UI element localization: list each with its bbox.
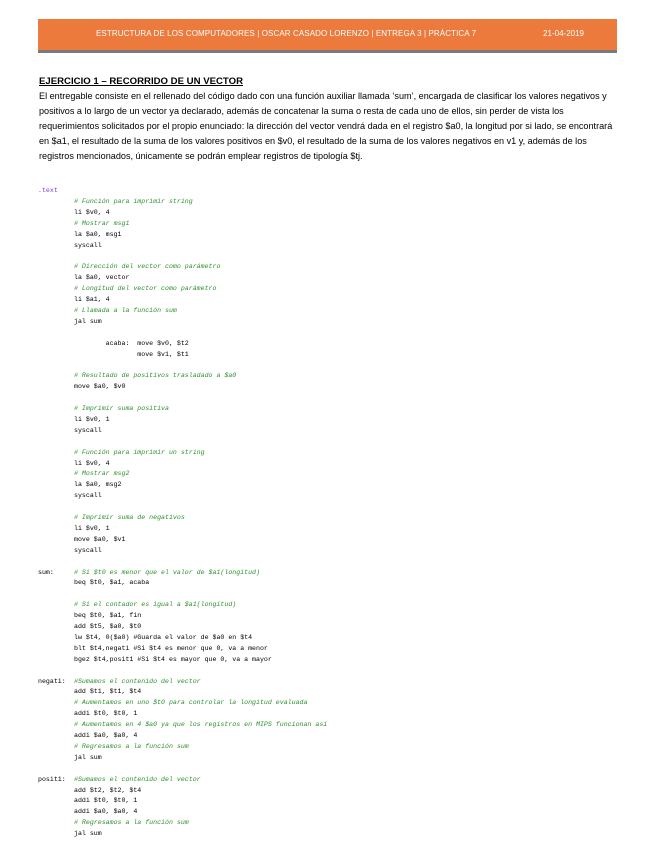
code-line bbox=[38, 818, 189, 827]
code-line bbox=[38, 829, 102, 838]
code-line bbox=[38, 382, 125, 391]
code-text: li $v0, 4 bbox=[74, 208, 110, 216]
code-line bbox=[38, 459, 110, 468]
code-text: #Sumamos el contenido del vector bbox=[74, 775, 201, 783]
code-line bbox=[38, 284, 216, 293]
code-text: syscall bbox=[74, 546, 102, 554]
code-line bbox=[38, 644, 268, 653]
code-label: .text bbox=[38, 187, 58, 194]
code-line bbox=[38, 742, 189, 751]
code-line bbox=[38, 666, 74, 675]
code-line bbox=[38, 524, 110, 533]
code-text: add $t5, $a0, $t0 bbox=[74, 623, 142, 630]
code-text: syscall bbox=[74, 426, 102, 434]
exercise-heading: EJERCICIO 1 – RECORRIDO DE UN VECTOR bbox=[39, 76, 243, 87]
code-label: negati: bbox=[38, 677, 66, 685]
code-line bbox=[38, 633, 252, 642]
code-text: la $a0, vector bbox=[74, 274, 130, 282]
code-line bbox=[38, 295, 110, 304]
code-line bbox=[38, 764, 74, 773]
code-line bbox=[38, 687, 141, 696]
code-text: blt $t4,negati #Si $t4 es menor que 0, va a menor bbox=[74, 644, 268, 652]
code-label: sum: bbox=[38, 568, 54, 576]
code-line bbox=[38, 306, 177, 315]
code-line bbox=[38, 186, 74, 195]
code-line bbox=[38, 753, 102, 762]
code-line bbox=[38, 371, 236, 380]
code-line bbox=[38, 197, 193, 206]
code-text: addi $t0, $t0, 1 bbox=[74, 797, 138, 805]
code-text: #Sumamos el contenido del vector bbox=[74, 677, 201, 685]
code-text: la $a0, msg2 bbox=[74, 481, 122, 489]
code-line bbox=[38, 622, 141, 631]
code-line bbox=[38, 502, 74, 511]
code-text: add $t2, $t2, $t4 bbox=[74, 786, 142, 794]
code-text: # Imprimir suma de negativos bbox=[74, 514, 185, 521]
code-line bbox=[38, 611, 141, 620]
code-text: syscall bbox=[74, 492, 102, 500]
code-text: acaba: move $v0, $t2 bbox=[74, 339, 189, 347]
code-line bbox=[38, 339, 189, 348]
code-line bbox=[38, 677, 201, 686]
page-header bbox=[38, 19, 617, 53]
code-text: addi $a0, $a0, 4 bbox=[74, 808, 138, 816]
code-text: lw $t4, 0($a0) #Guarda el valor de $a0 en $t4 bbox=[74, 633, 253, 641]
code-line bbox=[38, 513, 185, 522]
code-text: syscall bbox=[74, 241, 102, 249]
code-text: addi $a0, $a0, 4 bbox=[74, 732, 138, 739]
code-text: li $a1, 4 bbox=[74, 296, 110, 303]
code-line bbox=[38, 262, 220, 271]
code-text: li $v0, 1 bbox=[74, 524, 110, 532]
code-text: move $a0, $v1 bbox=[74, 535, 126, 543]
code-line bbox=[38, 535, 125, 544]
code-text: beq $t0, $a1, fin bbox=[74, 612, 142, 620]
code-text: # Imprimir suma positiva bbox=[74, 405, 169, 412]
code-line bbox=[38, 350, 189, 359]
code-text: jal sum bbox=[74, 830, 102, 838]
code-line bbox=[38, 568, 260, 577]
code-text: li $v0, 1 bbox=[74, 415, 110, 423]
code-line bbox=[38, 491, 102, 500]
code-line bbox=[38, 273, 129, 282]
code-line bbox=[38, 546, 102, 555]
code-line bbox=[38, 731, 137, 740]
code-line bbox=[38, 807, 137, 816]
code-line bbox=[38, 775, 201, 784]
code-label: posit1: bbox=[38, 775, 66, 783]
code-text: # Función para imprimir string bbox=[74, 197, 193, 205]
code-line bbox=[38, 360, 74, 369]
code-text: bgez $t4,posit1 #Si $t4 es mayor que 0, va a mayor bbox=[74, 655, 272, 663]
code-text: # Llamada a la función sum bbox=[74, 306, 177, 314]
code-text: # Regresamos a la función sum bbox=[74, 742, 189, 750]
header-date: 21-04-2019 bbox=[543, 29, 584, 38]
code-text: move $v1, $t1 bbox=[74, 350, 189, 358]
header-title: ESTRUCTURA DE LOS COMPUTADORES | OSCAR CASADO LORENZO | ENTREGA 3 | PRÁCTICA 7 bbox=[96, 29, 477, 38]
code-line bbox=[38, 557, 74, 566]
code-text: add $t1, $t1, $t4 bbox=[74, 688, 142, 696]
code-line bbox=[38, 241, 102, 250]
code-line bbox=[38, 786, 141, 795]
code-line bbox=[38, 589, 74, 598]
code-line bbox=[38, 415, 110, 424]
code-line bbox=[38, 317, 102, 326]
code-line bbox=[38, 600, 236, 609]
code-line bbox=[38, 720, 327, 729]
code-line bbox=[38, 208, 110, 217]
code-text: beq $t0, $a1, acaba bbox=[74, 579, 150, 587]
code-line bbox=[38, 426, 102, 435]
exercise-paragraph: El entregable consiste en el rellenado del código dado con una función auxiliar llamada ‘sum’, encargada de clasificar los valores negativos y positivos a lo largo de un vector ya declarado, además de concatenar la suma o resta de cada uno de ellos, sin perder de vista los requerimientos solicitados por el propio enunciado: la dirección del vector vendrá dada en el registro $a0, la longitud por si lado, se encontrará en $a1, el resultado de la suma de los valores positivos en $v0, el resultado de la suma de los valores negativos en v1 y, además de los registros mencionados, únicamente se podrán emplear registros de tipología $tj. bbox=[39, 91, 613, 161]
code-text: la $a0, msg1 bbox=[74, 230, 122, 238]
code-text: jal sum bbox=[74, 317, 102, 325]
code-line bbox=[38, 393, 74, 402]
code-text: jal sum bbox=[74, 753, 102, 761]
code-text: li $v0, 4 bbox=[74, 459, 110, 467]
code-line bbox=[38, 328, 74, 337]
code-line bbox=[38, 796, 137, 805]
code-text: # Si el contador es igual a $a1(longitud) bbox=[74, 601, 237, 609]
code-text: # Mostrar msg2 bbox=[74, 470, 130, 478]
code-text: move $a0, $v0 bbox=[74, 383, 126, 391]
code-text: # Longitud del vector como parámetro bbox=[74, 285, 217, 293]
code-line bbox=[38, 698, 307, 707]
code-text: # Aumentamos en uno $t0 para controlar la longitud evaluada bbox=[74, 699, 308, 707]
code-line bbox=[38, 448, 205, 457]
code-text: # Función para imprimir un string bbox=[74, 448, 205, 456]
code-text: # Dirección del vector como parámetro bbox=[74, 263, 221, 271]
code-text: # Resultado de positivos trasladado a $a0 bbox=[74, 372, 237, 380]
code-line bbox=[38, 251, 74, 260]
code-text: # Mostrar msg1 bbox=[74, 219, 130, 227]
code-line bbox=[38, 480, 121, 489]
code-line bbox=[38, 230, 121, 239]
code-line bbox=[38, 578, 149, 587]
code-line bbox=[38, 219, 129, 228]
code-line bbox=[38, 655, 272, 664]
code-text: # Si $t0 es menor que el valor de $a1(longitud) bbox=[74, 568, 260, 576]
code-line bbox=[38, 469, 129, 478]
code-line bbox=[38, 437, 74, 446]
code-line bbox=[38, 709, 137, 718]
code-line bbox=[38, 404, 169, 413]
code-text: # Regresamos a la función sum bbox=[74, 819, 189, 827]
code-text: addi $t0, $t0, 1 bbox=[74, 710, 138, 718]
code-text: # Aumentamos en 4 $a0 ya que los registros en MIPS funcionan así bbox=[74, 721, 328, 729]
